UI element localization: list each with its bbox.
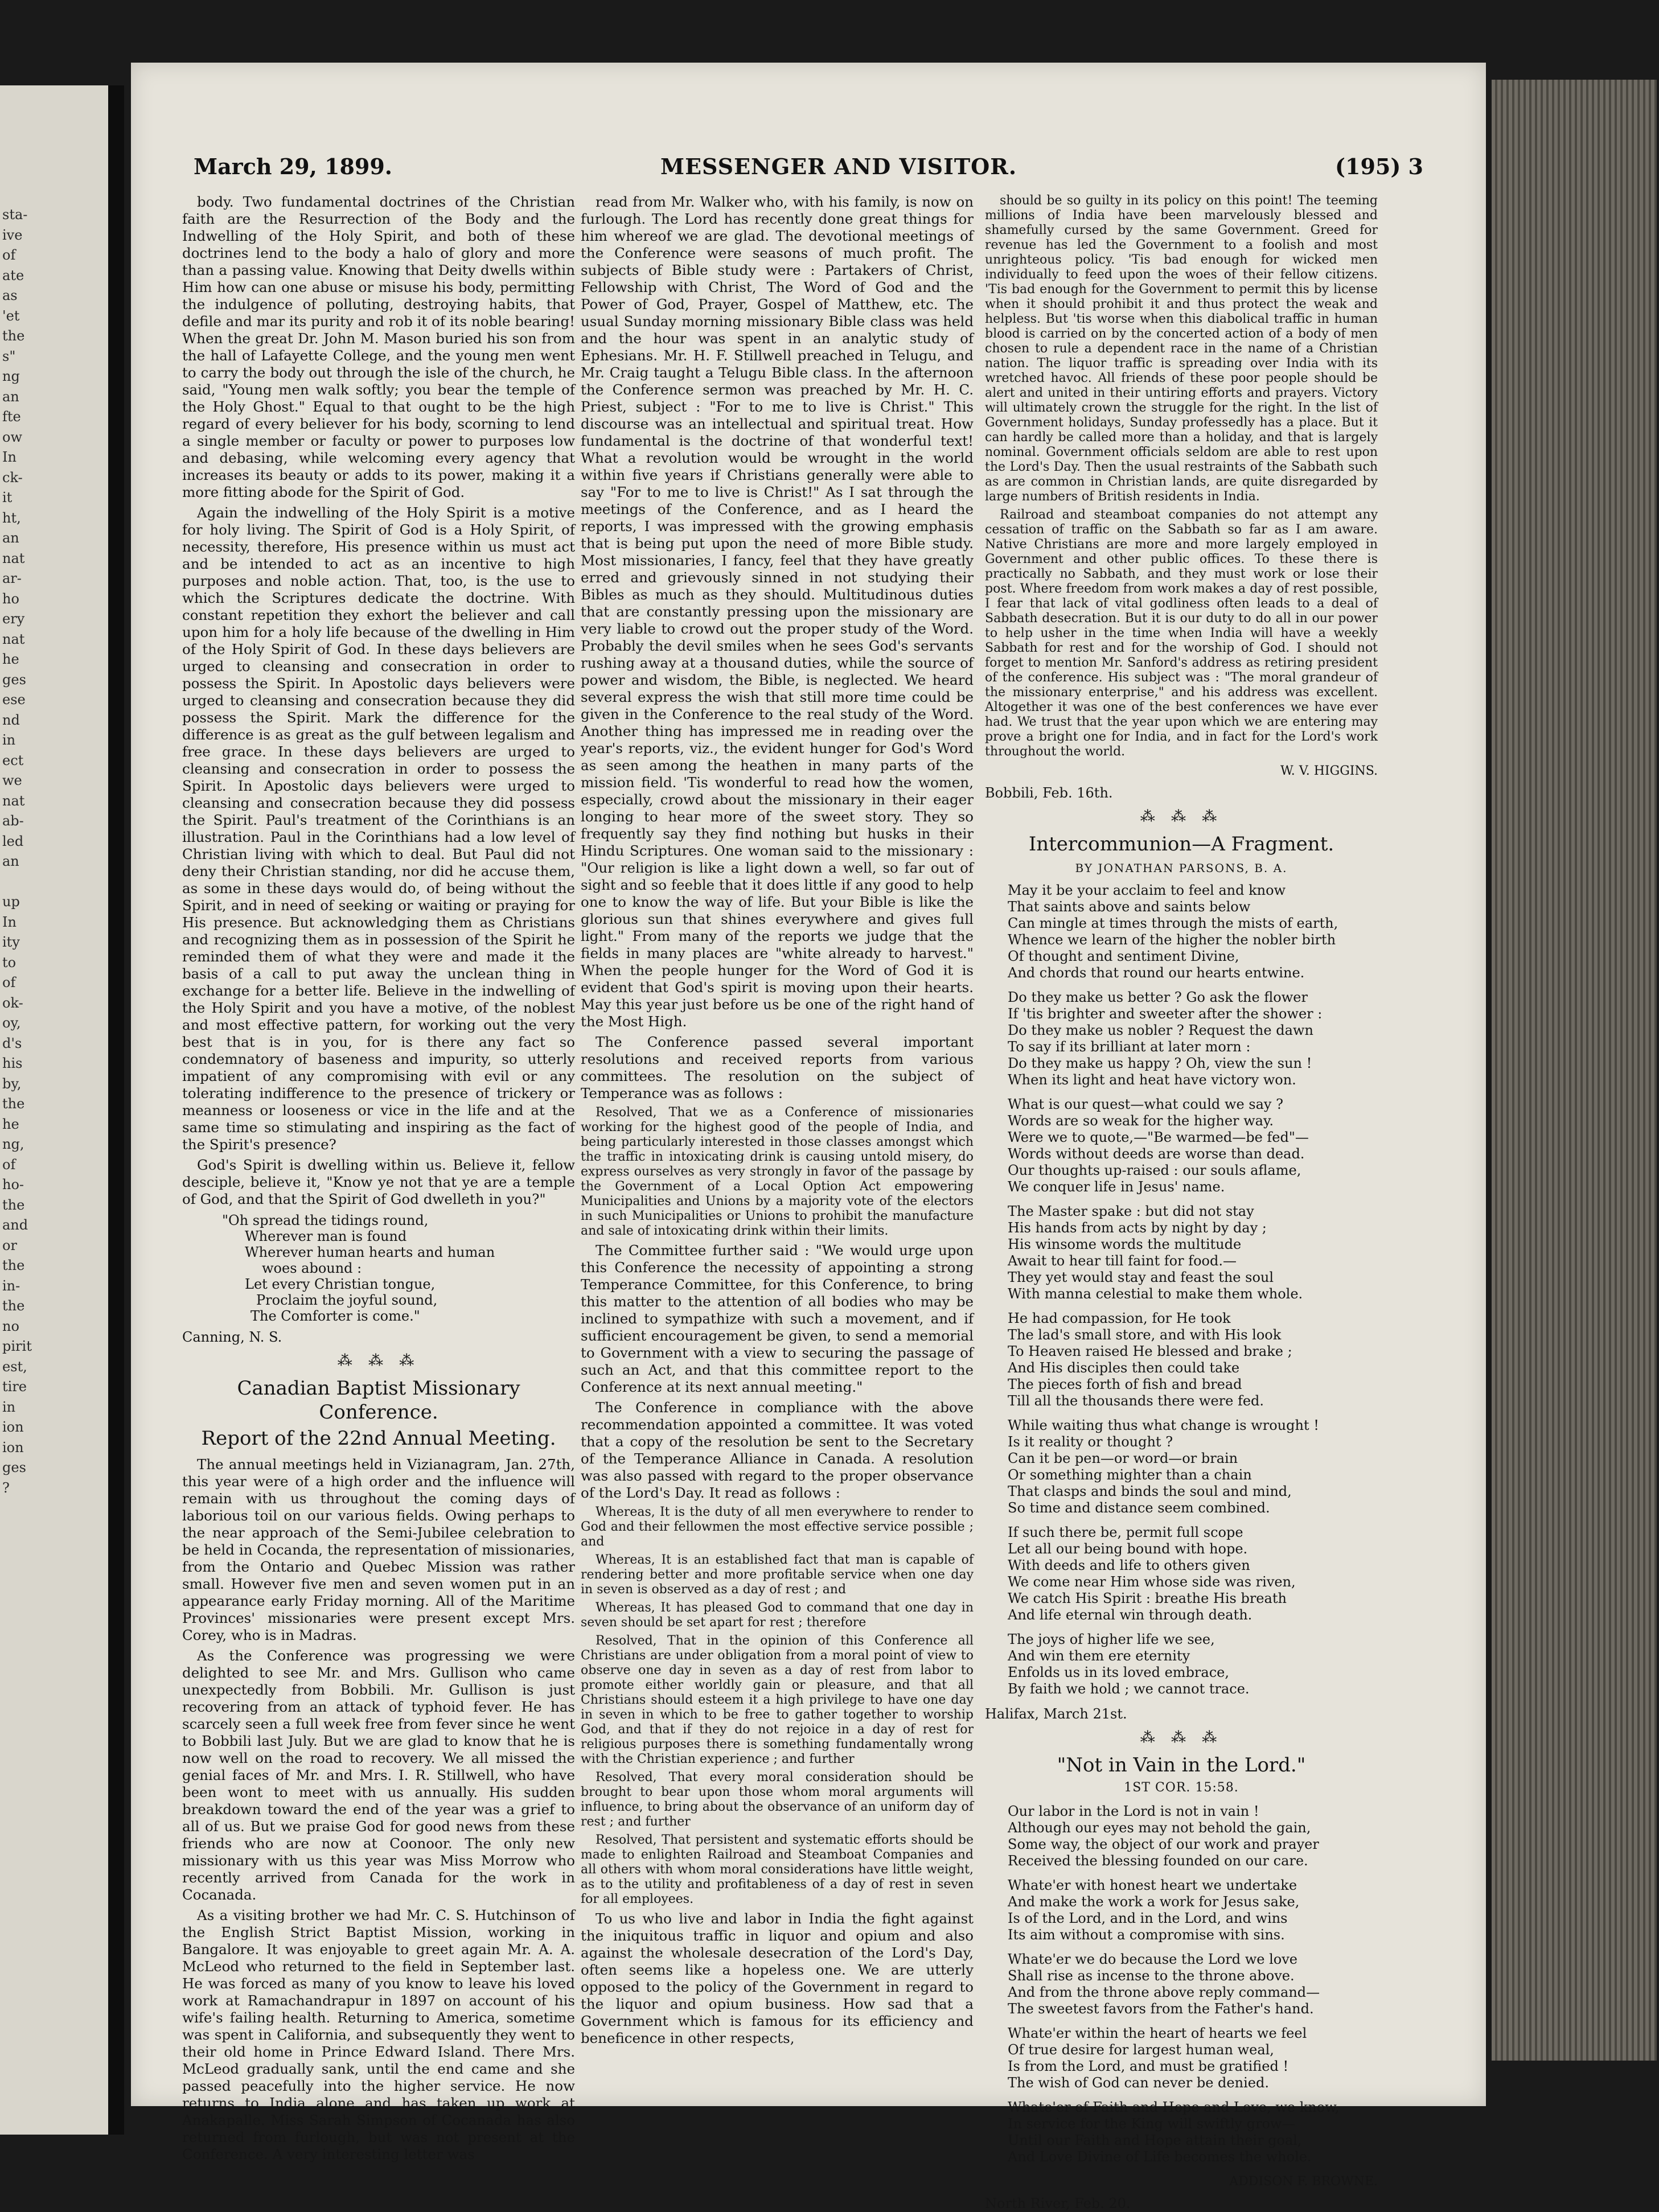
paragraph: Railroad and steamboat companies do not attempt any cessation of traffic on the Sabbath so far as I am aware. Native Christians are more and more largely employed in Government and other public offices. To these there is practically no Sabbath, and they must work or lose their post. Where freedom from work makes a day of rest possible, I fear that lack of vital godliness often leads to a deal of Sabbath desecration. But it is our duty to do all in our power to help usher in the time when India will have a weekly Sabbath for rest and for the worship of God. I should not forget to mention Mr. Sanford's address as retiring president of the conference. His subject was : "The moral grandeur of the missionary enterprise," and his address was excellent. Altogether it was one of the best conferences we have ever had. We trust that the year upon which we are entering may prove a bright one for India, and in fact for the Lord's work throughout the world. <box>985 508 1378 759</box>
fragment-line: ck- <box>2 469 23 486</box>
section-separator: ⁂ ⁂ ⁂ <box>337 1352 420 1370</box>
poem-line: Were we to quote,—"Be warmed—be fed"— <box>1008 1129 1309 1145</box>
poem-line: They yet would stay and feast the soul <box>1008 1269 1274 1285</box>
dateline: Canning, N. S. <box>182 1329 282 1345</box>
stanza <box>1008 2099 1378 2165</box>
fragment-line: ow <box>2 429 22 445</box>
poem-line: Although our eyes may not behold the gain, <box>1008 1820 1311 1836</box>
page-number: (195) 3 <box>1335 154 1423 179</box>
fragment-line: ng <box>2 368 20 384</box>
book-page-edges <box>1492 80 1657 2061</box>
fragment-line: ges <box>2 671 26 688</box>
verse-line: The Comforter is come." <box>251 1308 420 1324</box>
stanza <box>1008 1951 1378 2017</box>
adjacent-page-text <box>0 85 108 1498</box>
fragment-line: he <box>2 1116 19 1132</box>
fragment-line: ity <box>2 934 20 950</box>
paragraph: The Conference in compliance with the above recommendation appointed a committee. It was voted that a copy of the resolution be sent to the Secretary of the Temperance Alliance in Canada. A resolution was also passed with regard to the proper observance of the Lord's Day. It read as follows : <box>581 1399 974 1501</box>
poem-line: And life eternal win through death. <box>1008 1607 1253 1623</box>
fragment-line: by, <box>2 1075 22 1092</box>
paragraph: The Conference passed several important resolutions and received reports from various committees. The resolution on the subject of Temperance was as follows : <box>581 1034 974 1101</box>
poem-title: Intercommunion—A Fragment. <box>1028 833 1334 856</box>
resolution: Whereas, It is the duty of all men everywhere to render to God and their fellowmen the most effective service possible ; and <box>581 1505 974 1549</box>
fragment-line: it <box>2 490 13 505</box>
section-separator: ⁂ ⁂ ⁂ <box>1140 1729 1223 1746</box>
poem-line: Words without deeds are worse than dead. <box>1008 1146 1305 1162</box>
poem-line: And from the throne above reply command— <box>1008 1984 1320 2000</box>
scripture-citation: 1ST COR. 15:58. <box>1124 1781 1239 1795</box>
poem-line: Its aim without a compromise with sins. <box>1008 1927 1285 1943</box>
poem-line: To say if its brilliant at later morn : <box>1008 1039 1251 1055</box>
poem-line: The Master spake : but did not stay <box>1008 1203 1254 1219</box>
poem-line: So time and distance seem combined. <box>1008 1500 1270 1516</box>
poem-line: He had compassion, for He took <box>1008 1310 1231 1326</box>
fragment-line: ab- <box>2 813 24 829</box>
poem-line: And win them ere eternity <box>1008 1648 1190 1664</box>
poem-line: Received the blessing founded on our care. <box>1008 1853 1308 1869</box>
poem-line: Or something mighter than a chain <box>1008 1467 1252 1483</box>
stanza <box>1008 1096 1378 1195</box>
fragment-line: of <box>2 247 16 263</box>
fragment-line: ok- <box>2 994 23 1011</box>
fragment-line: in- <box>2 1277 20 1294</box>
poem-line: The sweetest favors from the Father's hand. <box>1008 2001 1314 2017</box>
resolution: Resolved, That every moral consideration should be brought to bear upon those whom moral arguments will influence, to bring about the observance of an uniform day of rest ; and further <box>581 1770 974 1829</box>
paragraph: read from Mr. Walker who, with his family, is now on furlough. The Lord has recently done great things for him whereof we are glad. The devotional meetings of the Conference were seasons of much profit. The subjects of Bible study were : Partakers of Christ, Fellowship with Christ, The Word of God and the Power of God, Prayer, Gospel of Matthew, etc. The usual Sunday morning missionary Bible class was held and the hour was spent in an analytic study of Ephesians. Mr. H. F. Stillwell preached in Telugu, and Mr. Craig taught a Telugu Bible class. In the afternoon the Conference sermon was preached by Mr. H. C. Priest, subject : "For to me to live is Christ." This discourse was an intellectual and spiritual treat. How fundamental is the doctrine of that wonderful text! What a revolution would be wrought in the world within five years if Christians generally were able to say "For to me to live is Christ!" As I sat through the meetings of the Conference, and as I heard the reports, I was impressed with the growing emphasis that is being put upon the need of more Bible study. Most missionaries, I fancy, feel that they have greatly erred and grievously sinned in not studying their Bibles as much as they should. Multitudinous duties that are constantly pressing upon the missionary are very liable to crowd out the proper study of the Word. Probably the devil smiles when he sees God's servants rushing away at a thousand duties, while the source of power and wisdom, the Bible, is neglected. We heard several express the wish that still more time could be given in the Conference to the real study of the Word. Another thing has impressed me in reading over the year's reports, viz., the evident hunger for God's Word as seen among the heathen in many parts of the mission field. 'Tis wonderful to read how the women, especially, crowd about the missionary in their eager longing to hear more of the sweet story. They so frequently say they find nothing but husks in their Hindu Scriptures. One woman said to the missionary : "Our religion is like a light down a well, so far out of sight and so feeble that it does little if any good to help one to know the way of life. But your Bible is like the glorious sun that shines everywhere and gives full light." From many of the reports we judge that the fields in many places are "white already to harvest." When the people hunger for the Word of God it is evident that God's spirit is moving upon their hearts. May this year just before us be one of the right hand of the Most High. <box>581 194 974 1030</box>
fragment-line: ges <box>2 1459 26 1475</box>
fragment-line: the <box>2 1298 25 1314</box>
issue-date: March 29, 1899. <box>194 154 393 179</box>
resolution: Resolved, That we as a Conference of missionaries working for the highest good of the people of India, and being particularly interested in those classes amongst which the traffic in intoxicating drink is causing untold misery, do express ourselves as very strongly in favor of the passage by the Government of a Local Option Act empowering Municipalities and Unions by a majority vote of the electors in such Municipalities or Unions to prohibit the manufacture and sale of intoxicating drink within their limits. <box>581 1105 974 1238</box>
verse-line: Wherever man is found <box>245 1228 407 1244</box>
fragment-line: of <box>2 975 16 990</box>
paragraph: As a visiting brother we had Mr. C. S. Hutchinson of the English Strict Baptist Mission, working in Bangalore. It was enjoyable to greet again Mr. A. A. McLeod who returned to the field in September last. He was forced as many of you know to leave his loved work at Ramachandrapur in 1897 on account of his wife's failing health. Returning to America, sometime was spent in California, and subsequently they went to their old home in Prince Edward Island. There Mrs. McLeod gradually sank, until the end came and she passed peacefully into the higher service. He now returns to India alone and has taken up work at Anakapalle. Miss Sarah Simpson of Cocanada has also returned from furlough, but was not present at the Conference. A very interesting letter was <box>182 1907 575 2162</box>
fragment-line: nat <box>2 792 25 809</box>
resolution: Whereas, It has pleased God to command that one day in seven should be set apart for rest ; therefore <box>581 1601 974 1630</box>
poem-line: That saints above and saints below <box>1008 899 1251 915</box>
fragment-line: pirit <box>2 1338 32 1354</box>
poem-line: In service for the King will swiftly grow— <box>1008 2116 1296 2132</box>
paragraph: body. Two fundamental doctrines of the Christian faith are the Resurrection of the Body and the Indwelling of the Holy Spirit, and both of these doctrines lend to the body a halo of glory and more than a passing value. Knowing that Deity dwells within Him how can one abuse or misuse his body, permitting the indulgence of polluting, destroying habits, that defile and mar its purity and rob it of its noble bearing! When the great Dr. John M. Mason buried his son from the hall of Lafayette College, and the young men went to carry the body out through the isle of the church, he said, "Young men walk softly; you bear the temple of the Holy Ghost." Equal to that ought to be the high regard of every believer for his body, scorning to lend a single member or faculty or power to purposes low and debasing, while welcoming every agency that increases its beauty or adds to its power, making it a more fitting abode for the Spirit of God. <box>182 194 575 500</box>
poem-line: Of true desire for largest human weal, <box>1008 2042 1274 2058</box>
paragraph: Again the indwelling of the Holy Spirit is a motive for holy living. The Spirit of God is a Holy Spirit, of necessity, therefore, His presence within us must act and be intended to act as an incentive to high purposes and noble action. That, too, is the use to which the Scriptures dedicate the doctrine. With constant repetition they exhort the believer and call upon him for a holy life because of the dwelling in Him of the Holy Spirit of God. In these days believers are urged to cleansing and consecration in order to possess the Spirit. In Apostolic days believers were urged to cleansing and consecration because they did possess the Spirit. Mark the difference for the difference is as great as the gulf between legalism and free grace. In these days believers are urged to cleansing and consecration in order to possess the Spirit. In Apostolic days believers were urged to cleansing and consecration because they did possess the Spirit. Paul's treatment of the Corinthians is an illustration. Paul in the Corinthians had a low level of Christian living with which to deal. But Paul did not deny their Christian standing, nor did he accuse them, as some in these days would do, of being without the Spirit, and in need of seeking or waiting or praying for His presence. But acknowledging them as Christians and recognizing them as in possession of the Spirit he reminded them of what they were and made it the basis of a call to put away the unclean thing in exchange for a better life. Believe in the indwelling of the Holy Spirit and you have a motive, of the noblest and most effective pattern, for working out the very best that is in you, for is there any fact so condemnatory of baseness and impurity, so utterly impatient of any compromising with evil or any tolerating indifference to the presence of trickery or meanness or looseness or vice in the life and at the same time so stimulating and inspiring as the fact of the Spirit's presence? <box>182 504 575 1153</box>
fragment-line: an <box>2 388 19 405</box>
paragraph: God's Spirit is dwelling within us. Believe it, fellow desciple, believe it, "Know ye not that ye are a temple of God, and that the Spirit of God dwelleth in you?" <box>182 1157 575 1207</box>
poem-line: The pieces forth of fish and bread <box>1008 1376 1242 1392</box>
paragraph: The Committee further said : "We would urge upon this Conference the necessity of appointing a strong Temperance Committee, for this Conference, to bring this matter to the attention of all bodies who may be inclined to sympathize with such a movement, and if sufficient encouragement be given, to send a memorial to Government with a view to securing the passage of such an Act, and that this committee report to the Conference at its next annual meeting." <box>581 1242 974 1395</box>
byline: BY JONATHAN PARSONS, B. A. <box>1075 861 1288 875</box>
poem-line: The wish of God can never be denied. <box>1008 2075 1269 2091</box>
poem-line: Whate'er of Faith and Hope and Love, we know, <box>1008 2099 1340 2115</box>
dateline: Bobbili, Feb. 16th. <box>985 785 1113 801</box>
stanza <box>1008 1803 1378 1869</box>
book-gutter <box>108 85 124 2135</box>
fragment-line: in <box>2 1399 16 1415</box>
stanza <box>1008 1877 1378 1943</box>
page-header <box>194 154 1423 188</box>
poem-intercommunion <box>1008 882 1378 1697</box>
paragraph: The annual meetings held in Vizianagram, Jan. 27th, this year were of a high order and the influence will remain with us throughout the coming days of laborious toil on our various fields. Owing perhaps to the near approach of the Semi-Jubilee celebration to be held in Cocanda, the representation of missionaries, from the Ontario and Quebec Mission was rather small. However five men and seven women put in an appearance early Friday morning. All of the Maritime Provinces' missionaries were present except Mrs. Corey, who is in Madras. <box>182 1456 575 1643</box>
fragment-line: 'et <box>2 307 20 324</box>
poem-line: With manna celestial to make them whole. <box>1008 1286 1303 1302</box>
poem-line: May it be your acclaim to feel and know <box>1008 882 1286 898</box>
fragment-line: he <box>2 651 19 667</box>
signature: W. V. HIGGINS. <box>1280 764 1378 778</box>
stanza <box>1008 1417 1378 1516</box>
poem-line: To Heaven raised He blessed and brake ; <box>1008 1343 1292 1359</box>
masthead: MESSENGER AND VISITOR. <box>660 154 1017 179</box>
fragment-line: his <box>2 1055 23 1071</box>
poem-line: Await to hear till faint for food.— <box>1008 1253 1237 1269</box>
fragment-line: to <box>2 954 17 971</box>
fragment-line: ng, <box>2 1136 24 1152</box>
poem-line: We catch His Spirit : breathe His breath <box>1008 1590 1287 1606</box>
poem-line: By faith we hold ; we cannot trace. <box>1008 1681 1250 1697</box>
fragment-line: led <box>2 833 24 849</box>
poem-line: Till all the thousands there were fed. <box>1008 1393 1264 1409</box>
fragment-line: ect <box>2 752 24 768</box>
fragment-line: nat <box>2 550 25 566</box>
fragment-line: of <box>2 1156 16 1173</box>
stanza <box>1008 1524 1378 1623</box>
fragment-line: and <box>2 1217 28 1233</box>
poem-not-in-vain <box>1008 1803 1378 2165</box>
fragment-line: fte <box>2 409 21 425</box>
column-1 <box>182 194 575 2162</box>
newspaper-page <box>131 63 1486 2211</box>
fragment-line: the <box>2 1197 25 1213</box>
poem-line: Is from the Lord, and must be gratified ! <box>1008 2058 1289 2074</box>
stanza <box>1008 1310 1378 1409</box>
fragment-line: the <box>2 328 25 344</box>
fragment-line: ese <box>2 692 26 708</box>
column-2 <box>581 194 974 2072</box>
poem-line: And chords that round our hearts entwine. <box>1008 965 1305 981</box>
article-subtitle: Report of the 22nd Annual Meeting. <box>201 1427 556 1450</box>
fragment-line: ery <box>2 611 25 627</box>
poem-line: Enfolds us in its loved embrace, <box>1008 1664 1229 1680</box>
poem-line: Some way, the object of our work and prayer <box>1008 1836 1319 1852</box>
fragment-line: ion <box>2 1419 24 1435</box>
poem-line: We come near Him whose side was riven, <box>1008 1574 1296 1590</box>
fragment-line: an <box>2 530 19 546</box>
poem-line: Do they make us better ? Go ask the flower <box>1008 989 1308 1005</box>
verse-line: "Oh spread the tidings round, <box>222 1212 429 1228</box>
fragment-line: d's <box>2 1035 22 1051</box>
fragment-line: sta- <box>2 207 28 223</box>
poem-line: Words are so weak for the higher way. <box>1008 1113 1274 1129</box>
poem-line: And make the work a work for Jesus sake, <box>1008 1894 1300 1910</box>
verse-line: woes abound : <box>262 1260 362 1276</box>
fragment-line: an <box>2 853 19 869</box>
poem-line: Whate'er with honest heart we undertake <box>1008 1877 1297 1893</box>
paragraph: should be so guilty in its policy on this point! The teeming millions of India have been marvelously blessed and shamefully cursed by the same Government. Greed for revenue has led the Government to a foolish and most unrighteous policy. 'Tis bad enough for wicked men individually to feed upon the woes of their fellow citizens. 'Tis bad enough for the Government to permit this by license when it should prohibit it and thus protect the weak and helpless. But 'tis worse when this diabolical traffic in human blood is carried on by the concerted action of a body of men chosen to rule a dependent race in the name of a Christian nation. The liquor traffic is spreading over India with its wretched havoc. All friends of these poor people should be alert and united in their untiring efforts and prayers. Victory will ultimately crown the struggle for the right. In the list of Government holidays, Sunday professedly has a place. But it can hardly be called more than a holiday, and that is largely nominal. Government officials seldom are able to rest upon the Lord's Day. Then the usual restraints of the Sabbath such as are common in Christian lands, are quite disregarded by large numbers of British residents in India. <box>985 194 1378 504</box>
poem-line: Until our Faith and Hope attain their goal, <box>1008 2132 1302 2148</box>
stanza <box>1008 2025 1378 2091</box>
poem-line: That clasps and binds the soul and mind, <box>1008 1483 1292 1499</box>
fragment-line: or <box>2 1237 17 1253</box>
fragment-line: In <box>2 449 17 465</box>
poem-line: When its light and heat have victory won. <box>1008 1072 1296 1088</box>
article-title: Canadian Baptist Missionary Conference. <box>237 1377 520 1424</box>
verse-line: Proclaim the joyful sound, <box>256 1292 438 1308</box>
fragment-line: the <box>2 1257 25 1273</box>
poem-line: Do they make us happy ? Oh, view the sun ! <box>1008 1055 1312 1071</box>
resolution: Resolved, That in the opinion of this Conference all Christians are under obligation from a moral point of view to observe one day in seven as a day of rest from labor to promote either worldly gain or pleasure, and that all Christians should esteem it a high privilege to have one day in seven in which to be free to gather together to worship God, and that if they do not rejoice in a day of rest for religious purposes there is something fundamentally wrong with the Christian experience ; and further <box>581 1634 974 1766</box>
poem-line: While waiting thus what change is wrought ! <box>1008 1417 1319 1433</box>
fragment-line: ho <box>2 590 19 607</box>
signature: ADDISON F. BROWNE. <box>1229 2174 1378 2189</box>
fragment-line: s" <box>2 348 16 364</box>
stanza <box>1008 989 1378 1088</box>
fragment-line: tire <box>2 1379 27 1395</box>
poem-line: And His disciples then could take <box>1008 1360 1240 1376</box>
fragment-line: oy, <box>2 1015 21 1031</box>
dateline: Halifax, March 21st. <box>985 1706 1127 1722</box>
paragraph: As the Conference was progressing we were delighted to see Mr. and Mrs. Gullison who came unexpectedly from Bobbili. Mr. Gullison is just recovering from an attack of typhoid fever. He has scarcely seen a full week free from fever since he went to Bobbili last July. But we are glad to know that he is now well on the road to recovery. We all missed the genial faces of Mr. and Mrs. I. R. Stillwell, who have been wont to meet with us annually. His sudden breakdown toward the end of the year was a grief to all of us. But we praise God for good news from these friends who are now at Coonoor. The only new missionary with us this year was Miss Morrow who recently arrived from Canada for the work in Cocanada. <box>182 1647 575 1903</box>
fragment-line: ht, <box>2 509 21 526</box>
poem-line: Can mingle at times through the mists of earth, <box>1008 915 1338 931</box>
fragment-line: ive <box>2 227 23 243</box>
poem-line: Let all our being bound with hope. <box>1008 1541 1248 1557</box>
poem-line: What is our quest—what could we say ? <box>1008 1096 1283 1112</box>
poem-line: Our thoughts up-raised : our souls aflame, <box>1008 1162 1301 1178</box>
poem-line: If such there be, permit full scope <box>1008 1524 1243 1540</box>
fragment-line: nat <box>2 631 25 647</box>
poem-line: Can it be pen—or word—or brain <box>1008 1450 1238 1466</box>
resolution: Whereas, It is an established fact that man is capable of rendering better and more profitable service when one day in seven is observed as a day of rest ; and <box>581 1553 974 1597</box>
poem-line: Is it reality or thought ? <box>1008 1434 1173 1450</box>
fragment-line: up <box>2 894 20 910</box>
poem-line: His winsome words the multitude <box>1008 1236 1242 1252</box>
fragment-line: ho- <box>2 1177 24 1193</box>
section-separator: ⁂ ⁂ ⁂ <box>1140 808 1223 825</box>
poem-line: Whate'er within the heart of hearts we feel <box>1008 2025 1307 2041</box>
stanza <box>1008 1203 1378 1302</box>
stanza <box>1008 882 1378 981</box>
poem-title: "Not in Vain in the Lord." <box>1057 1754 1306 1777</box>
fragment-line <box>2 872 108 893</box>
fragment-line: In <box>2 914 17 930</box>
poem-line: Whate'er we do because the Lord we love <box>1008 1951 1297 1967</box>
paragraph: To us who live and labor in India the fight against the iniquitous traffic in liquor and opium and also against the wholesale desecration of the Lord's Day, often seems like a hopeless one. We are utterly opposed to the policy of the Government in regard to the liquor and opium business. How sad that a Government which is famous for its efficiency and beneficence in other respects, <box>581 1910 974 2046</box>
hymn-verse <box>222 1212 575 1324</box>
poem-line: And Love Divine of Life becomes the whole. <box>1008 2149 1312 2165</box>
verse-line: Wherever human hearts and human <box>245 1244 495 1260</box>
fragment-line: ate <box>2 267 24 283</box>
dateline: North River, Feb. 20. <box>985 2195 1131 2211</box>
poem-line: Shall rise as incense to the throne above. <box>1008 1968 1295 1984</box>
poem-line: The joys of higher life we see, <box>1008 1631 1215 1647</box>
stanza <box>1008 1631 1378 1697</box>
poem-line: If 'tis brighter and sweeter after the shower : <box>1008 1006 1323 1022</box>
poem-line: His hands from acts by night by day ; <box>1008 1220 1267 1236</box>
fragment-line: est, <box>2 1358 27 1375</box>
fragment-line: ? <box>2 1479 10 1496</box>
adjacent-page-strip <box>0 85 108 2135</box>
poem-line: We conquer life in Jesus' name. <box>1008 1179 1225 1195</box>
poem-line: Of thought and sentiment Divine, <box>1008 948 1239 964</box>
verse-line: Let every Christian tongue, <box>245 1276 436 1292</box>
fragment-line: no <box>2 1318 19 1334</box>
fragment-line: we <box>2 772 22 788</box>
fragment-line: as <box>2 287 18 303</box>
column-3 <box>985 194 1378 2211</box>
poem-line: Our labor in the Lord is not in vain ! <box>1008 1803 1259 1819</box>
fragment-line: the <box>2 1096 25 1112</box>
fragment-line: ar- <box>2 570 22 586</box>
fragment-line: in <box>2 732 16 748</box>
poem-line: The lad's small store, and with His look <box>1008 1327 1282 1343</box>
poem-line: Is of the Lord, and in the Lord, and wins <box>1008 1910 1288 1926</box>
fragment-line: nd <box>2 712 20 728</box>
fragment-line: ion <box>2 1439 24 1456</box>
poem-line: Do they make us nobler ? Request the dawn <box>1008 1022 1313 1038</box>
resolution: Resolved, That persistent and systematic efforts should be made to enlighten Railroad and Steamboat Companies and all others with whom moral considerations have little weight, as to the utility and profitableness of a day of rest in seven for all employees. <box>581 1833 974 1906</box>
poem-line: With deeds and life to others given <box>1008 1557 1250 1573</box>
poem-line: Whence we learn of the higher the nobler birth <box>1008 932 1336 948</box>
